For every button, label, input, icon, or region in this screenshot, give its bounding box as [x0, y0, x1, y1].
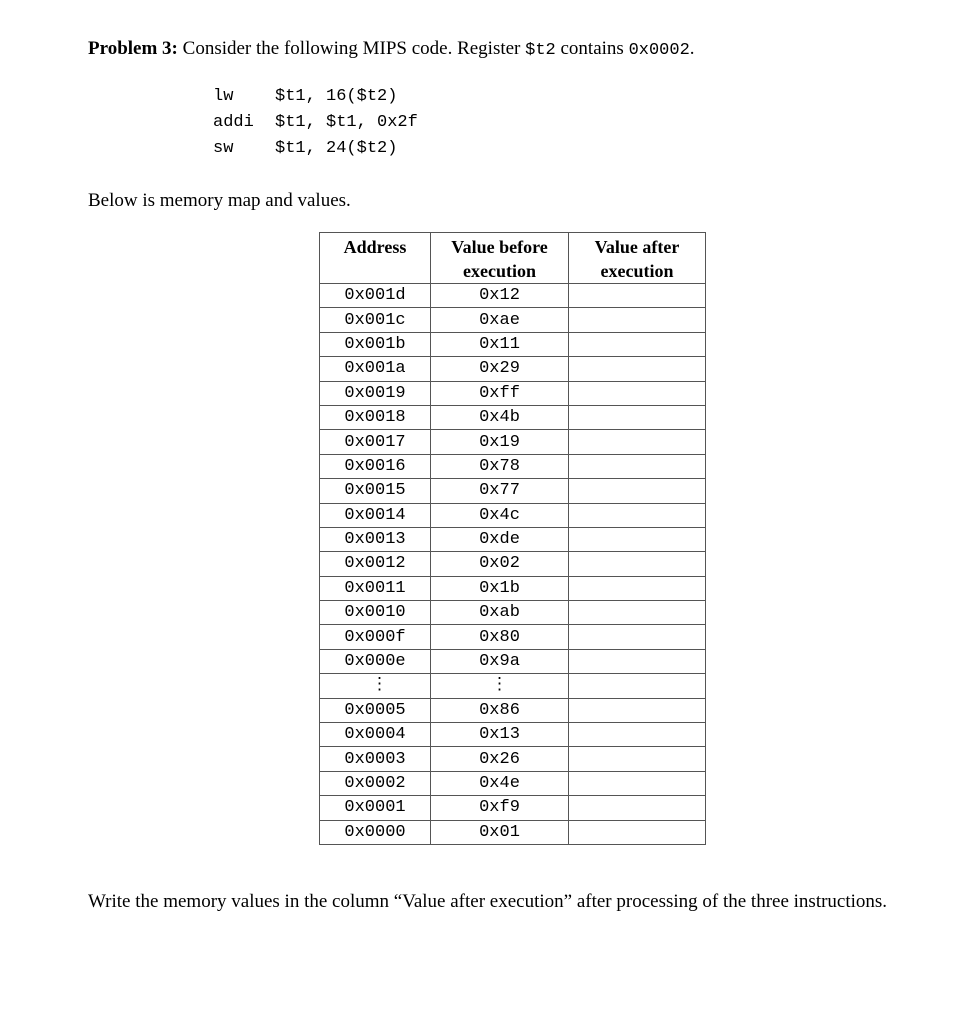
problem-text-before: Consider the following MIPS code. Register [177, 38, 526, 59]
value-after-cell[interactable] [569, 723, 706, 747]
problem-label: Problem 3: [88, 38, 178, 59]
address-cell: 0x0004 [320, 723, 431, 747]
value-before-cell: 0x86 [431, 698, 569, 722]
code-args: $t1, $t1, 0x2f [275, 113, 418, 132]
value-after-cell[interactable] [569, 454, 706, 478]
code-opcode: sw [213, 139, 234, 158]
table-row [320, 771, 706, 795]
table-row [320, 332, 706, 356]
address-cell: 0x0001 [320, 796, 431, 820]
value-after-cell[interactable] [569, 332, 706, 356]
value-after-cell[interactable] [569, 601, 706, 625]
problem-statement [88, 36, 695, 64]
register-name: $t2 [525, 41, 556, 60]
value-before-cell: 0x29 [431, 357, 569, 381]
table-row [320, 747, 706, 771]
address-cell: 0x001b [320, 332, 431, 356]
value-before-cell: 0x26 [431, 747, 569, 771]
value-after-cell[interactable] [569, 698, 706, 722]
value-before-cell: ⋮ [431, 674, 569, 698]
address-cell: 0x0015 [320, 479, 431, 503]
value-after-cell[interactable] [569, 527, 706, 551]
value-after-cell[interactable] [569, 625, 706, 649]
code-opcode: lw [213, 87, 234, 106]
code-args: $t1, 16($t2) [275, 87, 398, 106]
address-cell: ⋮ [320, 674, 431, 698]
table-row [320, 479, 706, 503]
value-before-cell: 0x80 [431, 625, 569, 649]
value-before-cell: 0x19 [431, 430, 569, 454]
table-row [320, 503, 706, 527]
value-after-cell[interactable] [569, 552, 706, 576]
memory-table [319, 232, 706, 845]
address-cell: 0x0011 [320, 576, 431, 600]
value-after-cell[interactable] [569, 381, 706, 405]
value-after-cell[interactable] [569, 674, 706, 698]
address-cell: 0x0000 [320, 820, 431, 844]
value-after-cell[interactable] [569, 479, 706, 503]
table-row [320, 284, 706, 308]
header-address: Address [320, 233, 431, 284]
value-after-cell[interactable] [569, 405, 706, 429]
value-before-cell: 0x11 [431, 332, 569, 356]
table-row [320, 649, 706, 673]
table-row [320, 820, 706, 844]
value-before-cell: 0xde [431, 527, 569, 551]
address-cell: 0x0010 [320, 601, 431, 625]
value-before-cell: 0x1b [431, 576, 569, 600]
value-before-cell: 0x4c [431, 503, 569, 527]
register-value: 0x0002 [628, 41, 690, 60]
table-row-ellipsis [320, 674, 706, 698]
table-row [320, 796, 706, 820]
value-before-cell: 0x4e [431, 771, 569, 795]
value-before-cell: 0x78 [431, 454, 569, 478]
value-after-cell[interactable] [569, 430, 706, 454]
value-before-cell: 0xf9 [431, 796, 569, 820]
value-after-cell[interactable] [569, 503, 706, 527]
value-before-cell: 0xab [431, 601, 569, 625]
table-row [320, 454, 706, 478]
value-before-cell: 0xff [431, 381, 569, 405]
code-opcode: addi [213, 113, 254, 132]
address-cell: 0x001c [320, 308, 431, 332]
address-cell: 0x0013 [320, 527, 431, 551]
table-header-row [320, 233, 706, 284]
problem-text-end: . [689, 38, 695, 59]
header-value-before: Value before execution [431, 233, 569, 284]
address-cell: 0x0019 [320, 381, 431, 405]
address-cell: 0x001d [320, 284, 431, 308]
code-line [213, 84, 418, 110]
table-row [320, 576, 706, 600]
table-row [320, 625, 706, 649]
value-before-cell: 0x77 [431, 479, 569, 503]
value-before-cell: 0x13 [431, 723, 569, 747]
memory-table-body [320, 284, 706, 845]
address-cell: 0x0017 [320, 430, 431, 454]
address-cell: 0x000e [320, 649, 431, 673]
value-before-cell: 0x4b [431, 405, 569, 429]
code-line [213, 110, 418, 136]
header-value-after: Value after execution [569, 233, 706, 284]
address-cell: 0x0014 [320, 503, 431, 527]
code-args: $t1, 24($t2) [275, 139, 398, 158]
value-before-cell: 0x12 [431, 284, 569, 308]
address-cell: 0x001a [320, 357, 431, 381]
table-row [320, 601, 706, 625]
problem-text-middle: contains [555, 38, 629, 59]
table-row [320, 308, 706, 332]
table-row [320, 698, 706, 722]
value-after-cell[interactable] [569, 576, 706, 600]
memory-map-intro: Below is memory map and values. [88, 190, 351, 211]
value-after-cell[interactable] [569, 284, 706, 308]
address-cell: 0x0018 [320, 405, 431, 429]
value-after-cell[interactable] [569, 649, 706, 673]
address-cell: 0x0002 [320, 771, 431, 795]
value-after-cell[interactable] [569, 771, 706, 795]
value-before-cell: 0xae [431, 308, 569, 332]
value-after-cell[interactable] [569, 357, 706, 381]
table-row [320, 405, 706, 429]
table-row [320, 357, 706, 381]
value-before-cell: 0x01 [431, 820, 569, 844]
value-before-cell: 0x02 [431, 552, 569, 576]
value-before-cell: 0x9a [431, 649, 569, 673]
table-row [320, 430, 706, 454]
address-cell: 0x0012 [320, 552, 431, 576]
address-cell: 0x0003 [320, 747, 431, 771]
table-row [320, 552, 706, 576]
value-after-cell[interactable] [569, 820, 706, 844]
code-line [213, 136, 418, 162]
value-after-cell[interactable] [569, 308, 706, 332]
address-cell: 0x0016 [320, 454, 431, 478]
instructions-text: Write the memory values in the column “Value after execution” after processing of the three instructions. [88, 891, 888, 912]
value-after-cell[interactable] [569, 796, 706, 820]
table-row [320, 723, 706, 747]
table-row [320, 527, 706, 551]
mips-code-block [213, 84, 418, 162]
address-cell: 0x000f [320, 625, 431, 649]
value-after-cell[interactable] [569, 747, 706, 771]
address-cell: 0x0005 [320, 698, 431, 722]
table-row [320, 381, 706, 405]
